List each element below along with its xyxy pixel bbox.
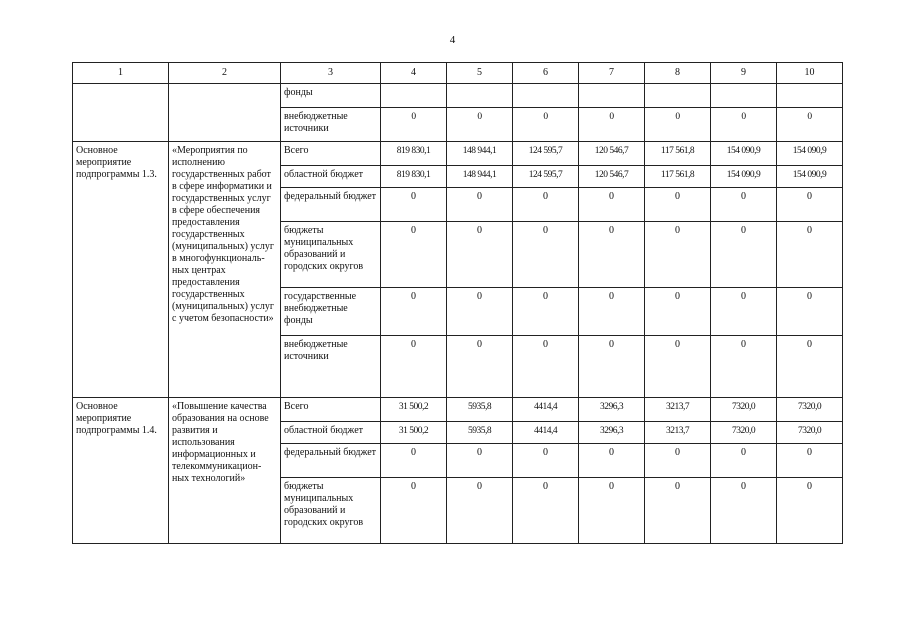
funding-source: фонды	[281, 84, 381, 108]
year-value: 0	[645, 288, 711, 336]
funding-source: государственные внебюджетные фонды	[281, 288, 381, 336]
year-value: 148 944,1	[447, 166, 513, 188]
year-value: 0	[579, 478, 645, 544]
year-value: 0	[777, 108, 843, 142]
table-row	[73, 142, 843, 166]
year-value: 4414,4	[513, 422, 579, 444]
year-value: 0	[447, 444, 513, 478]
funding-source: федеральный бюджет	[281, 188, 381, 222]
table-row	[73, 398, 843, 422]
table-row	[73, 84, 843, 108]
year-value: 0	[381, 222, 447, 288]
funding-source: федеральный бюджет	[281, 444, 381, 478]
year-value: 7320,0	[777, 422, 843, 444]
year-value: 0	[645, 478, 711, 544]
activity-code: Основное мероприятие подпрограммы 1.3.	[73, 142, 169, 398]
year-value: 3213,7	[645, 422, 711, 444]
year-value	[513, 84, 579, 108]
year-value: 0	[513, 108, 579, 142]
column-number: 7	[579, 63, 645, 84]
year-value: 0	[711, 478, 777, 544]
year-value: 31 500,2	[381, 422, 447, 444]
year-value: 0	[579, 222, 645, 288]
year-value: 0	[447, 222, 513, 288]
year-value: 7320,0	[777, 398, 843, 422]
year-value: 154 090,9	[777, 166, 843, 188]
activity-code-empty	[73, 84, 169, 142]
year-value: 0	[513, 222, 579, 288]
year-value: 0	[447, 108, 513, 142]
year-value	[777, 84, 843, 108]
year-value	[381, 84, 447, 108]
year-value: 3213,7	[645, 398, 711, 422]
year-value: 31 500,2	[381, 398, 447, 422]
year-value: 0	[513, 444, 579, 478]
year-value: 7320,0	[711, 422, 777, 444]
year-value: 120 546,7	[579, 142, 645, 166]
column-number: 10	[777, 63, 843, 84]
column-number: 6	[513, 63, 579, 84]
year-value: 0	[381, 108, 447, 142]
year-value: 5935,8	[447, 398, 513, 422]
year-value: 0	[447, 188, 513, 222]
year-value: 0	[777, 188, 843, 222]
year-value: 0	[513, 478, 579, 544]
activity-name: «Мероприятия по исполнению государственных работ в сфере информатики и государственных услуг в сфере обеспечения предоставления государственных (муниципальных) услуг в многофункциональ-ных центрах предоставления государственных (муниципальных) услуг с учетом безопасности»	[169, 142, 281, 398]
column-numbers-row	[73, 63, 843, 84]
year-value: 0	[777, 222, 843, 288]
funding-source: внебюджетные источники	[281, 108, 381, 142]
year-value: 7320,0	[711, 398, 777, 422]
activity-name: «Повышение качества образования на основе развития и использования информационных и телекоммуникацион-ных технологий»	[169, 398, 281, 544]
year-value: 0	[777, 336, 843, 398]
activity-name-empty	[169, 84, 281, 142]
year-value: 0	[579, 288, 645, 336]
year-value: 0	[381, 478, 447, 544]
year-value: 148 944,1	[447, 142, 513, 166]
year-value: 0	[777, 288, 843, 336]
year-value: 117 561,8	[645, 166, 711, 188]
funding-source: бюджеты муниципальных образований и городских округов	[281, 222, 381, 288]
year-value: 0	[645, 108, 711, 142]
year-value	[579, 84, 645, 108]
year-value: 0	[645, 188, 711, 222]
year-value: 819 830,1	[381, 142, 447, 166]
year-value: 120 546,7	[579, 166, 645, 188]
funding-source: бюджеты муниципальных образований и городских округов	[281, 478, 381, 544]
budget-table	[72, 62, 843, 544]
year-value: 0	[381, 188, 447, 222]
funding-source: Всего	[281, 142, 381, 166]
column-number: 1	[73, 63, 169, 84]
column-number: 8	[645, 63, 711, 84]
year-value: 124 595,7	[513, 142, 579, 166]
year-value	[447, 84, 513, 108]
year-value: 0	[513, 336, 579, 398]
column-number: 3	[281, 63, 381, 84]
year-value: 0	[381, 444, 447, 478]
year-value: 0	[447, 288, 513, 336]
column-number: 4	[381, 63, 447, 84]
year-value: 0	[579, 336, 645, 398]
funding-source: областной бюджет	[281, 166, 381, 188]
year-value: 0	[513, 188, 579, 222]
year-value: 0	[381, 288, 447, 336]
year-value: 5935,8	[447, 422, 513, 444]
column-number: 9	[711, 63, 777, 84]
year-value: 0	[513, 288, 579, 336]
year-value: 0	[711, 108, 777, 142]
column-number: 2	[169, 63, 281, 84]
funding-source: внебюджетные источники	[281, 336, 381, 398]
year-value: 0	[645, 444, 711, 478]
year-value: 0	[447, 478, 513, 544]
year-value: 819 830,1	[381, 166, 447, 188]
year-value: 0	[447, 336, 513, 398]
year-value: 0	[645, 222, 711, 288]
year-value: 0	[645, 336, 711, 398]
year-value: 154 090,9	[711, 142, 777, 166]
year-value: 0	[579, 444, 645, 478]
year-value: 3296,3	[579, 398, 645, 422]
year-value: 0	[711, 444, 777, 478]
year-value: 3296,3	[579, 422, 645, 444]
year-value: 0	[777, 478, 843, 544]
year-value: 124 595,7	[513, 166, 579, 188]
column-number: 5	[447, 63, 513, 84]
year-value: 154 090,9	[777, 142, 843, 166]
year-value: 0	[777, 444, 843, 478]
year-value: 154 090,9	[711, 166, 777, 188]
year-value	[645, 84, 711, 108]
year-value: 0	[381, 336, 447, 398]
year-value: 0	[579, 108, 645, 142]
page-number: 4	[449, 34, 456, 46]
year-value: 0	[711, 288, 777, 336]
funding-source: Всего	[281, 398, 381, 422]
year-value: 4414,4	[513, 398, 579, 422]
year-value: 0	[711, 222, 777, 288]
year-value: 0	[711, 188, 777, 222]
funding-source: областной бюджет	[281, 422, 381, 444]
activity-code: Основное мероприятие подпрограммы 1.4.	[73, 398, 169, 544]
year-value: 0	[711, 336, 777, 398]
year-value	[711, 84, 777, 108]
year-value: 0	[579, 188, 645, 222]
year-value: 117 561,8	[645, 142, 711, 166]
